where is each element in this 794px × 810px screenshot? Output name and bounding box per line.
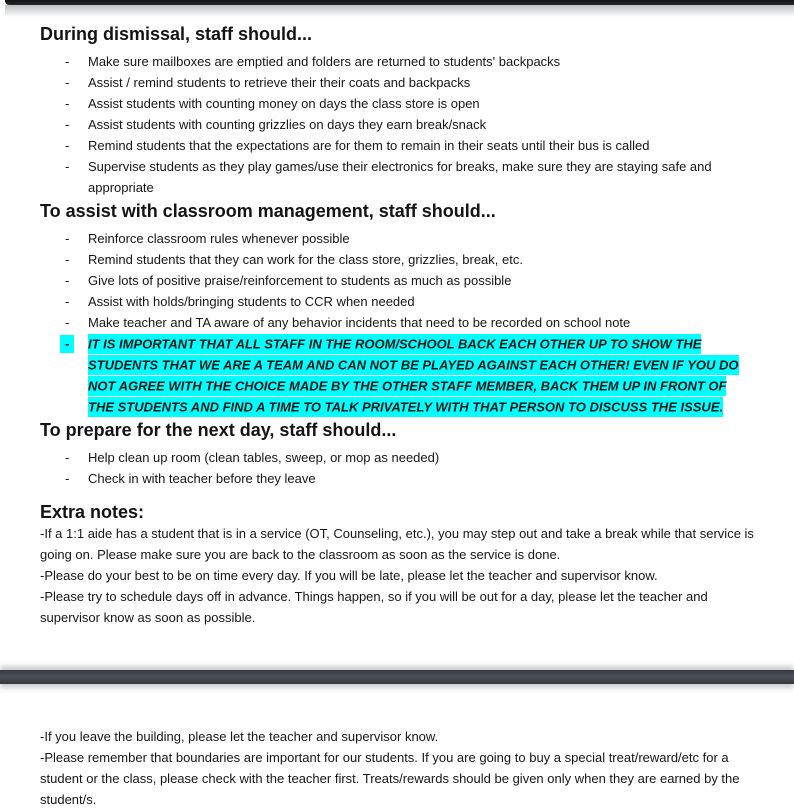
list-item bbox=[40, 51, 756, 72]
list-item-text: Assist with holds/bringing students to CCR when needed bbox=[88, 294, 415, 309]
document-page-2 bbox=[40, 726, 758, 810]
bullet-list bbox=[40, 447, 756, 489]
list-item-text: Assist / remind students to retrieve their their coats and backpacks bbox=[88, 75, 471, 90]
extra-notes-heading: Extra notes: bbox=[40, 502, 145, 522]
list-item-text: Give lots of positive praise/reinforcement to students as much as possible bbox=[88, 273, 512, 288]
bullet-list bbox=[40, 228, 756, 417]
list-item bbox=[40, 228, 756, 249]
document-section bbox=[40, 25, 756, 198]
list-item-text: Assist students with counting grizzlies on days they earn break/snack bbox=[88, 117, 487, 132]
document-section bbox=[40, 202, 756, 417]
list-item bbox=[40, 93, 756, 114]
page-2-paragraph: -Please remember that boundaries are important for our students. If you are going to buy a special treat/reward/etc for a student or the class, please check with the teacher first. Treats/rewards should be given only when they are earned by the student/s. bbox=[40, 750, 740, 807]
page-top-shadow bbox=[5, 5, 794, 17]
section-heading: During dismissal, staff should... bbox=[40, 24, 313, 44]
list-item bbox=[40, 114, 756, 135]
list-item-text: Check in with teacher before they leave bbox=[88, 471, 316, 486]
list-item bbox=[40, 135, 756, 156]
list-item-text: Supervise students as they play games/use their electronics for breaks, make sure they are staying safe and appropriate bbox=[88, 159, 712, 195]
highlighted-text: IT IS IMPORTANT THAT ALL STAFF IN THE ROOM/SCHOOL BACK EACH OTHER UP TO SHOW THE STUDENTS THAT WE ARE A TEAM AND CAN NOT BE PLAYED AGAINST EACH OTHER! EVEN IF YOU DO NOT AGREE WITH THE CHOICE MADE BY THE OTHER STAFF MEMBER, BACK THEM UP IN FRONT OF THE STUDENTS AND FIND A TIME TO TALK PRIVATELY WITH THAT PERSON TO DISCUSS THE ISSUE. bbox=[88, 334, 739, 417]
page-2-paragraph: -If you leave the building, please let the teacher and supervisor know. bbox=[40, 729, 439, 744]
page-2-text bbox=[40, 726, 758, 810]
list-item bbox=[40, 468, 756, 489]
list-item bbox=[40, 156, 756, 198]
extra-note-paragraph: -If a 1:1 aide has a student that is in a service (OT, Counseling, etc.), you may step out and take a break while that service is going on. Please make sure you are back to the classroom as soon as the service is done. bbox=[40, 526, 754, 562]
list-item-text: Make teacher and TA aware of any behavior incidents that need to be recorded on school note bbox=[88, 315, 631, 330]
bullet-list bbox=[40, 51, 756, 198]
list-item-text: Reinforce classroom rules whenever possible bbox=[88, 231, 350, 246]
previous-page-edge-bar bbox=[5, 0, 794, 5]
list-item bbox=[40, 270, 756, 291]
page-break-divider bbox=[0, 670, 794, 684]
section-heading: To assist with classroom management, staff should... bbox=[40, 201, 496, 221]
document-section bbox=[40, 421, 756, 489]
section-heading: To prepare for the next day, staff should... bbox=[40, 420, 397, 440]
sections bbox=[40, 25, 756, 489]
extra-note-paragraph: -Please try to schedule days off in advance. Things happen, so if you will be out for a day, please let the teacher and supervisor know as soon as possible. bbox=[40, 589, 708, 625]
extra-notes-paragraphs bbox=[40, 523, 756, 628]
list-item-text: Remind students that they can work for the class store, grizzlies, break, etc. bbox=[88, 252, 523, 267]
list-item-text: Help clean up room (clean tables, sweep, or mop as needed) bbox=[88, 450, 440, 465]
extra-notes-section bbox=[40, 503, 756, 628]
list-item-text: Remind students that the expectations are for them to remain in their seats until their bus is called bbox=[88, 138, 650, 153]
list-item bbox=[40, 447, 756, 468]
list-item bbox=[40, 72, 756, 93]
list-item-text: Assist students with counting money on days the class store is open bbox=[88, 96, 480, 111]
list-item bbox=[40, 249, 756, 270]
highlighted-list-item bbox=[40, 333, 756, 417]
extra-note-paragraph: -Please do your best to be on time every day. If you will be late, please let the teacher and supervisor know. bbox=[40, 568, 658, 583]
list-item bbox=[40, 312, 756, 333]
list-item-text: Make sure mailboxes are emptied and folders are returned to students' backpacks bbox=[88, 54, 561, 69]
list-item bbox=[40, 291, 756, 312]
